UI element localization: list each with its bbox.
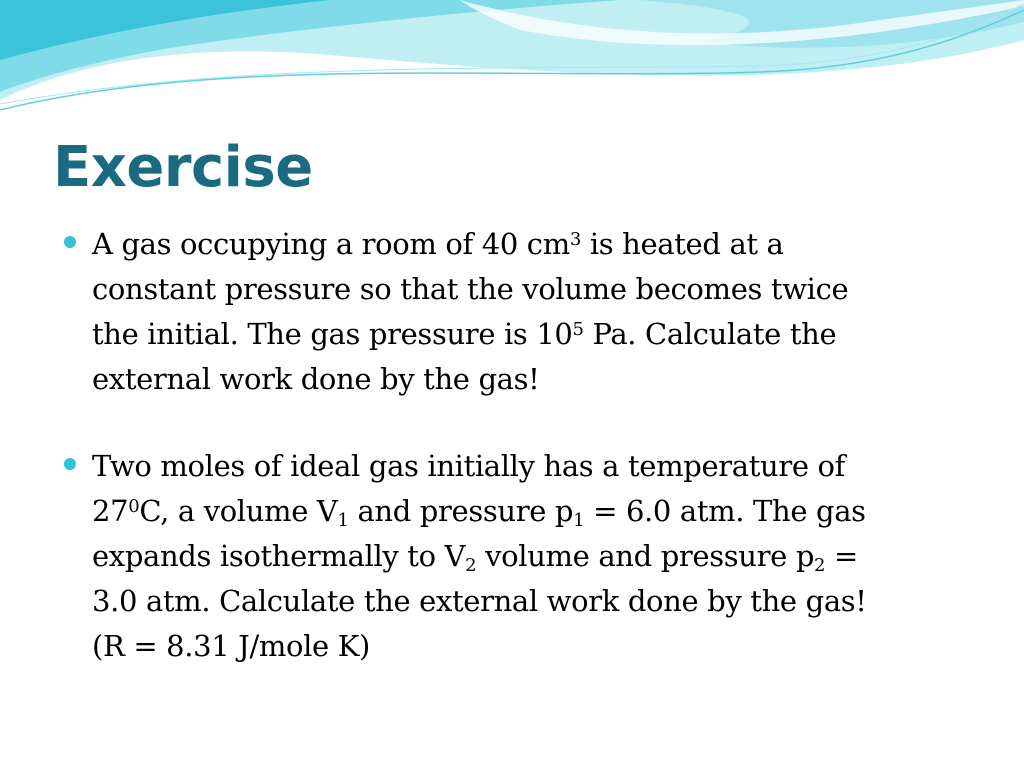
text-run: volume and pressure p xyxy=(476,539,815,573)
text-run: C, a volume V xyxy=(139,494,338,528)
text-run: 27 xyxy=(92,494,129,528)
text-line xyxy=(92,534,964,579)
subscript: 2 xyxy=(814,555,826,576)
text-run: and pressure p xyxy=(348,494,574,528)
text-run: the initial. The gas pressure is 10 xyxy=(92,317,573,351)
superscript: 3 xyxy=(569,229,581,250)
text-line xyxy=(92,489,964,534)
bullet-list xyxy=(0,222,1024,669)
text-line xyxy=(92,222,964,267)
text-line: (R = 8.31 J/mole K) xyxy=(92,629,371,663)
text-run: Pa. Calculate the xyxy=(583,317,837,351)
bullet-item-isothermal-expansion xyxy=(0,444,1024,669)
text-line: 3.0 atm. Calculate the external work done by the gas! xyxy=(92,584,867,618)
header-wave-decoration xyxy=(0,0,1024,125)
subscript: 1 xyxy=(573,510,585,531)
superscript: 5 xyxy=(572,319,584,340)
slide-title: Exercise xyxy=(53,135,313,200)
superscript: 0 xyxy=(128,496,140,517)
text-run: expands isothermally to V xyxy=(92,539,466,573)
subscript: 2 xyxy=(465,555,477,576)
text-line: external work done by the gas! xyxy=(92,362,540,396)
text-run: = xyxy=(825,539,858,573)
text-line: constant pressure so that the volume becomes twice xyxy=(92,272,849,306)
bullet-item-gas-heating xyxy=(0,222,1024,402)
subscript: 1 xyxy=(337,510,349,531)
bullet-dot-icon xyxy=(64,458,76,470)
text-line: Two moles of ideal gas initially has a temperature of xyxy=(92,449,846,483)
text-run: = 6.0 atm. The gas xyxy=(584,494,866,528)
text-run: A gas occupying a room of 40 cm xyxy=(92,227,570,261)
bullet-dot-icon xyxy=(64,236,76,248)
text-line xyxy=(92,312,964,357)
text-run: is heated at a xyxy=(580,227,784,261)
